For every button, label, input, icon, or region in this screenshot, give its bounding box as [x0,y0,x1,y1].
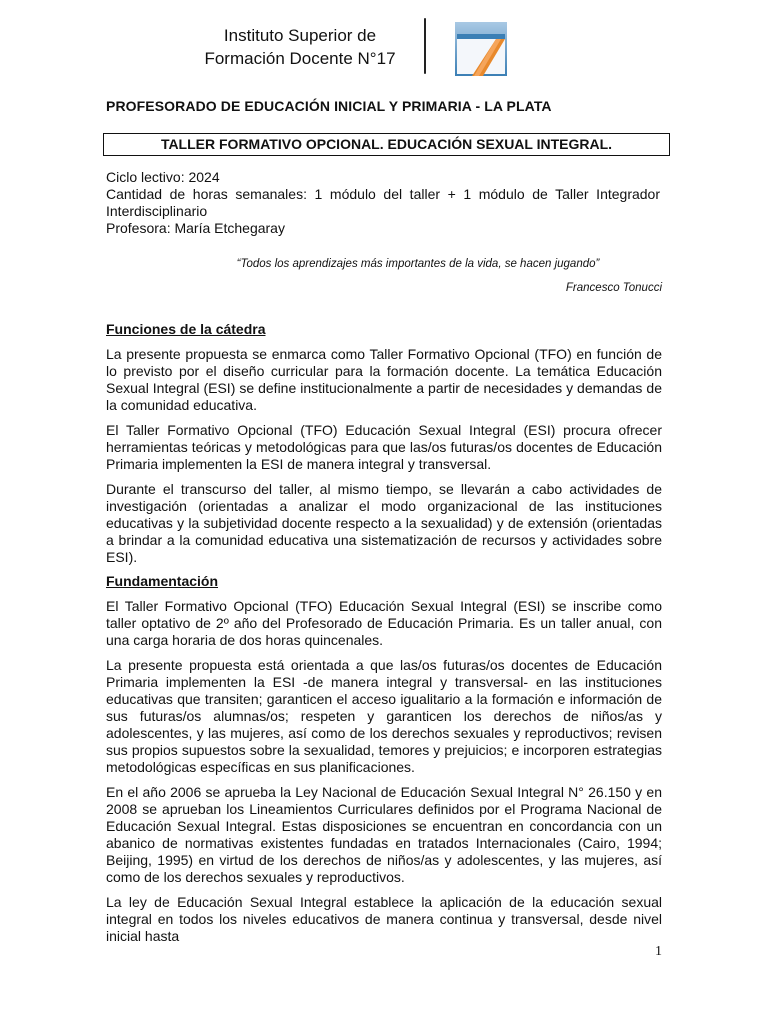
meta-teacher: Profesora: María Etchegaray [106,220,285,236]
institute-name-line-2: Formación Docente N°17 [204,49,396,68]
section-heading-fundamentacion: Fundamentación [106,573,219,589]
meta-cycle: Ciclo lectivo: 2024 [106,169,220,185]
epigraph-quote: “Todos los aprendizajes más importantes de la vida, se hacen jugando” [236,258,600,270]
paragraph: La presente propuesta se enmarca como Taller Formativo Opcional (TFO) en función de lo previsto por el diseño curricular para la formación docente. La temática Educación Sexual Integral (ESI) se define institucionalmente a partir de necesidades y demandas de la comunidad educativa. [106,346,662,413]
institute-name [190,24,410,70]
section-heading-funciones: Funciones de la cátedra [106,321,266,337]
paragraph: La ley de Educación Sexual Integral establece la aplicación de la educación sexual integral en todos los niveles educativos de manera continua y transversal, desde nivel inicial hasta [106,894,662,944]
paragraph: El Taller Formativo Opcional (TFO) Educación Sexual Integral (ESI) se inscribe como taller optativo de 2º año del Profesorado de Educación Primaria. Es un taller anual, con una carga horaria de dos horas quincenales. [106,598,662,648]
meta-hours: Cantidad de horas semanales: 1 módulo del taller + 1 módulo de Taller Integrador Interdisciplinario [106,186,660,219]
paragraph: La presente propuesta está orientada a que las/os futuras/os docentes de Educación Primaria implementen la ESI -de manera integral y transversal- en las instituciones educativas que transiten; garanticen el acceso igualitario a la formación e información de sus futuras/os alumnas/os; respeten y garanticen los derechos de niños/as y adolescentes, y las mujeres, así como de los derechos sexuales y reproductivos; revisen sus propios supuestos sobre la sexualidad, temores y prejuicios; e incorporen estrategias metodológicas específicas en sus planificaciones. [106,657,662,775]
section-body-fundamentacion [106,598,662,953]
paragraph: El Taller Formativo Opcional (TFO) Educación Sexual Integral (ESI) procura ofrecer herramientas teóricas y metodológicas para que las/os futuras/os docentes de Educación Primaria implementen la ESI de manera integral y transversal. [106,422,662,472]
paragraph: Durante el transcurso del taller, al mismo tiempo, se llevarán a cabo actividades de investigación (orientadas a analizar el modo organizacional de las instituciones educativas y la subjetividad docente respecto a la sexualidad) y de extensión (orientadas a brindar a la comunidad educativa una sistematización de recursos y actividades sobre ESI). [106,481,662,565]
program-title: PROFESORADO DE EDUCACIÓN INICIAL Y PRIMARIA - LA PLATA [106,98,552,114]
section-body-funciones [106,346,662,574]
logo-divider [424,18,426,74]
institute-name-line-1: Instituto Superior de [223,26,377,45]
page-number: 1 [655,944,662,959]
course-meta [106,169,660,237]
course-title-box: TALLER FORMATIVO OPCIONAL. EDUCACIÓN SEXUAL INTEGRAL. [103,133,670,156]
institute-logo-icon [455,22,507,76]
paragraph: En el año 2006 se aprueba la Ley Nacional de Educación Sexual Integral N° 26.150 y en 2008 se aprueban los Lineamientos Curriculares definidos por el Programa Nacional de Educación Sexual Integral. Estas disposiciones se encuentran en concordancia con un abanico de normativas existentes fundadas en tratados Internacionales (Cairo, 1994; Beijing, 1995) en virtud de los derechos de niños/as y adolescentes, y las mujeres, así como de los derechos sexuales y reproductivos. [106,784,662,885]
epigraph-author: Francesco Tonucci [565,282,662,294]
